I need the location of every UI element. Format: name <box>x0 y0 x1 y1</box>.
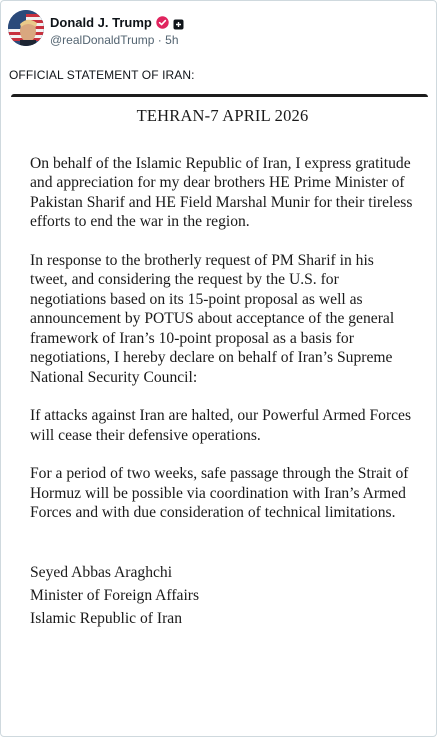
statement-signature <box>30 561 415 630</box>
author-name-row <box>50 13 184 31</box>
statement-image[interactable] <box>11 94 428 737</box>
post-time[interactable]: 5h <box>165 33 179 47</box>
post-text: OFFICIAL STATEMENT OF IRAN: <box>9 68 195 82</box>
post-header <box>8 10 428 50</box>
statement-paragraph-4: For a period of two weeks, safe passage through the Strait of Hormuz will be possible via coordination with Iran’s Armed Forces and with due consideration of technical limitations. <box>30 465 409 521</box>
author-name[interactable]: Donald J. Trump <box>50 14 152 30</box>
verified-badge-icon <box>156 16 169 29</box>
signature-country: Islamic Republic of Iran <box>30 609 182 627</box>
avatar-flag-icon <box>8 10 44 46</box>
statement-paragraph-3: If attacks against Iran are halted, our Powerful Armed Forces will cease their defensive operations. <box>30 407 412 444</box>
statement-date-line: TEHRAN-7 APRIL 2026 <box>136 106 309 125</box>
statement-paragraph-1: On behalf of the Islamic Republic of Iran, I express gratitude and appreciation for my dear brothers HE Prime Minister of Pakistan Sharif and HE Field Marshal Munir for their tireless efforts to end the war in the region. <box>30 154 413 230</box>
signature-name: Seyed Abbas Araghchi <box>30 563 173 581</box>
signature-title: Minister of Foreign Affairs <box>30 586 200 604</box>
author-handle[interactable]: @realDonaldTrump <box>50 33 155 47</box>
statement-paragraph-2: In response to the brotherly request of PM Sharif in his tweet, and considering the request by the U.S. for negotiations based on its 15-point proposal as well as announcement by POTUS about acceptance of the general framework of Iran’s 10-point proposal as a basis for negotiations, I hereby declare on behalf of Iran’s Supreme National Security Council: <box>30 251 395 386</box>
document-top-border <box>11 94 428 97</box>
handle-row <box>50 33 179 47</box>
time-separator: · <box>157 33 162 47</box>
avatar[interactable] <box>8 10 44 46</box>
statement-body <box>30 106 415 630</box>
affiliation-square-icon[interactable] <box>173 17 184 28</box>
